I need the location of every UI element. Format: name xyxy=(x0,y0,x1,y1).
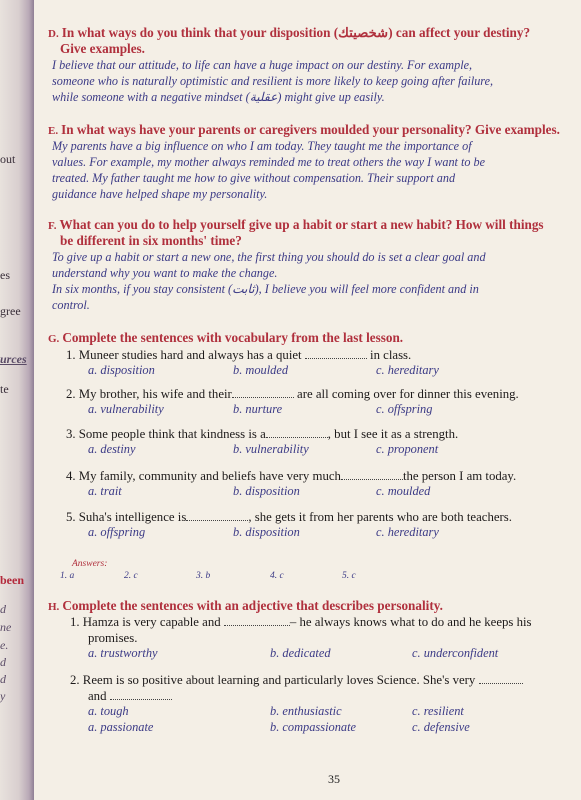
blank-line xyxy=(341,469,403,480)
exercise-title: Complete the sentences with an adjective that describes personality. xyxy=(62,598,443,613)
sentence-start: 5. Suha's intelligence is xyxy=(66,510,187,524)
option-a: a. disposition xyxy=(88,363,155,377)
option-a: a. passionate xyxy=(88,720,154,734)
workbook-page xyxy=(40,0,576,800)
option-b: b. disposition xyxy=(233,525,300,539)
sentence-end: – he always knows what to do and he keeps his xyxy=(289,615,532,629)
answer-e-line: values. For example, my mother always reminded me to treat others the way I want to be xyxy=(52,155,486,169)
g-item-5 xyxy=(66,509,512,525)
question-e xyxy=(48,122,560,139)
question-letter: F. xyxy=(48,220,57,232)
edge-fragment: ne xyxy=(0,620,12,634)
edge-fragment: gree xyxy=(0,304,21,318)
option-b: b. enthusiastic xyxy=(270,704,342,718)
option-b: b. nurture xyxy=(233,402,283,416)
g-item-4 xyxy=(66,468,516,484)
question-d-cont: Give examples. xyxy=(60,41,145,56)
option-c: c. offspring xyxy=(376,402,433,416)
g-item-2 xyxy=(66,386,519,402)
option-c: c. hereditary xyxy=(376,363,439,377)
answer-f-line: understand why you want to make the change. xyxy=(52,266,278,280)
question-text: What can you do to help yourself give up a habit or start a new habit? How will things xyxy=(59,217,544,232)
edge-fragment: out xyxy=(0,152,16,166)
option-b: b. disposition xyxy=(233,484,300,498)
blank-line xyxy=(186,510,248,521)
question-letter: E. xyxy=(48,125,59,137)
page-number: 35 xyxy=(328,772,340,786)
sentence-end: the person I am today. xyxy=(402,469,517,483)
blank-line xyxy=(266,427,328,438)
question-letter: G. xyxy=(48,333,60,345)
option-a: a. tough xyxy=(88,704,129,718)
answer-key: 5. c xyxy=(342,571,356,581)
sentence-start: 3. Some people think that kindness is a xyxy=(66,427,266,441)
option-a: a. destiny xyxy=(88,442,136,456)
edge-fragment: been xyxy=(0,573,24,587)
sentence-end: in class. xyxy=(366,348,412,362)
exercise-h-title xyxy=(48,598,443,615)
edge-fragment: d xyxy=(0,672,6,686)
option-c: c. resilient xyxy=(412,704,464,718)
blank-line xyxy=(479,673,523,684)
answer-d-line: while someone with a negative mindset (عقلية) might give up easily. xyxy=(52,90,385,104)
answer-key: 4. c xyxy=(270,571,284,581)
answer-f-line: In six months, if you stay consistent (ثابت), I believe you will feel more confident and in xyxy=(52,282,479,296)
answers-label: Answers: xyxy=(72,559,108,569)
question-f xyxy=(48,217,544,234)
question-text: In what ways do you think that your disposition (شخصيتك) can affect your destiny? xyxy=(61,25,531,40)
g-item-1 xyxy=(66,347,411,363)
edge-fragment: urces xyxy=(0,352,27,366)
question-d xyxy=(48,25,568,42)
edge-fragment: e. xyxy=(0,638,9,652)
question-text: In what ways have your parents or caregivers moulded your personality? Give examples. xyxy=(61,122,560,137)
option-c: c. proponent xyxy=(376,442,439,456)
sentence-start: 2. My brother, his wife and their xyxy=(66,387,232,401)
blank-line xyxy=(110,689,172,700)
h-item-2 xyxy=(70,672,523,688)
h-item-2-cont xyxy=(88,688,172,704)
option-a: a. trustworthy xyxy=(88,646,158,660)
answer-d-line: someone who is naturally optimistic and resilient is more likely to keep going after failure, xyxy=(52,74,494,88)
exercise-g-title xyxy=(48,330,403,347)
sentence-end: are all coming over for dinner this evening. xyxy=(293,387,519,401)
edge-fragment: te xyxy=(0,382,9,396)
blank-line xyxy=(232,387,294,398)
answer-key: 1. a xyxy=(60,571,75,581)
adjacent-page-edge xyxy=(0,0,38,800)
option-b: b. compassionate xyxy=(270,720,357,734)
question-f-cont: be different in six months' time? xyxy=(60,233,242,248)
answer-d-line: I believe that our attitude, to life can have a huge impact on our destiny. For example, xyxy=(52,58,473,72)
answer-f-line: control. xyxy=(52,298,90,312)
exercise-title: Complete the sentences with vocabulary from the last lesson. xyxy=(62,330,404,345)
option-c: c. underconfident xyxy=(412,646,499,660)
option-c: c. defensive xyxy=(412,720,470,734)
option-a: a. offspring xyxy=(88,525,146,539)
sentence-start: 2. Reem is so positive about learning and particularly loves Science. She's very xyxy=(70,673,479,687)
edge-fragment: d xyxy=(0,655,6,669)
answer-e-line: treated. My father taught me how to give without compensation. Their support and xyxy=(52,171,456,185)
answer-f-line: To give up a habit or start a new one, the first thing you should do is set a clear goal and xyxy=(52,250,486,264)
answer-e-line: guidance have helped shape my personality. xyxy=(52,187,268,201)
question-letter: D. xyxy=(48,28,59,40)
answer-e-line: My parents have a big influence on who I am today. They taught me the importance of xyxy=(52,139,472,153)
sentence-start: 1. Hamza is very capable and xyxy=(70,615,224,629)
edge-fragment: es xyxy=(0,268,10,282)
answer-key: 2. c xyxy=(124,571,138,581)
h-item-1-cont: promises. xyxy=(88,631,138,645)
option-c: c. moulded xyxy=(376,484,431,498)
sentence-start: 1. Muneer studies hard and always has a quiet xyxy=(66,348,305,362)
blank-line xyxy=(224,615,290,626)
edge-fragment: d xyxy=(0,602,6,616)
edge-fragment: y xyxy=(0,689,6,703)
option-b: b. vulnerability xyxy=(233,442,309,456)
sentence-end: , but I see it as a strength. xyxy=(327,427,459,441)
sentence-start: 4. My family, community and beliefs have very much xyxy=(66,469,341,483)
sentence-cont: and xyxy=(88,689,110,703)
blank-line xyxy=(305,348,367,359)
option-c: c. hereditary xyxy=(376,525,439,539)
h-item-1 xyxy=(70,614,532,630)
answer-key: 3. b xyxy=(196,571,211,581)
option-a: a. trait xyxy=(88,484,122,498)
question-letter: H. xyxy=(48,601,60,613)
option-b: b. moulded xyxy=(233,363,289,377)
option-b: b. dedicated xyxy=(270,646,331,660)
sentence-end: , she gets it from her parents who are both teachers. xyxy=(248,510,512,524)
g-item-3 xyxy=(66,426,458,442)
option-a: a. vulnerability xyxy=(88,402,164,416)
